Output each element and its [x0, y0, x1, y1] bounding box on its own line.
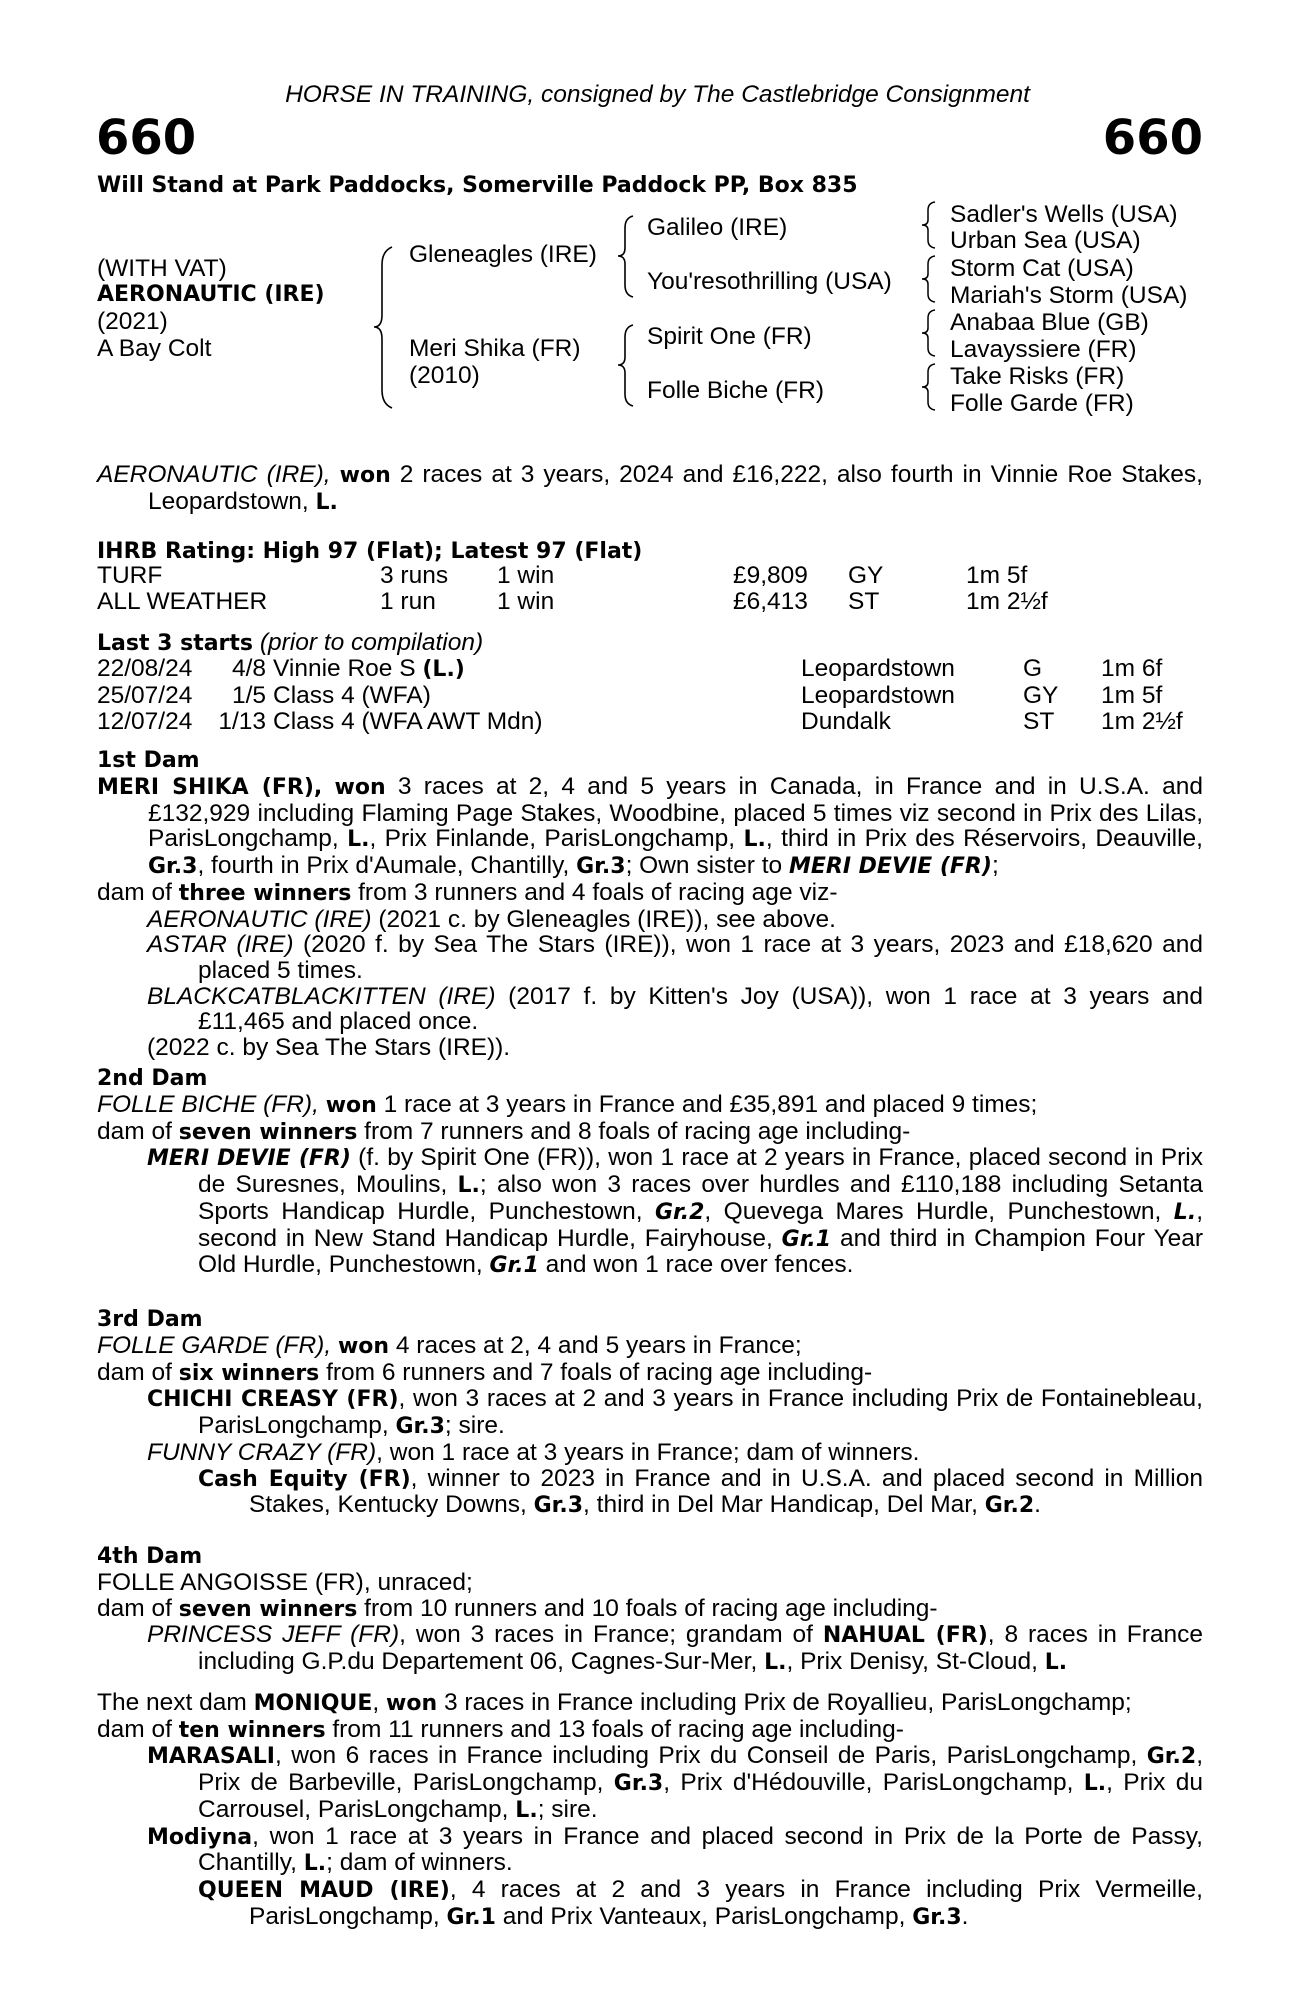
lot-number-left: 660	[96, 110, 197, 166]
pedigree-brace-sire	[615, 214, 639, 299]
next-dam-text: The next dam MONIQUE, won 3 races in France including Prix de Royallieu, ParisLongchamp; dam of ten winners from 11 runners and 13 foals of racing age including- MARASALI, won 6 races in France including Prix du Conseil de Paris, ParisLongchamp, Gr.2, Prix de Barbeville, ParisLongchamp, Gr.3, Prix d'Hédouville, ParisLongchamp, L., Prix du Carrousel, ParisLongchamp, L.; sire. Modiyna, won 1 race at 3 years in France and placed second in Prix de la Porte de Passy, Chantilly, L.; dam of winners. QUEEN MAUD (IRE), 4 races at 2 and 3 years in France including Prix Vermeille, ParisLongchamp, Gr.1 and Prix Vanteaux, ParisLongchamp, Gr.3.	[97, 1689, 1203, 1930]
progeny-item: QUEEN MAUD (IRE), 4 races at 2 and 3 years in France including Prix Vermeille, ParisLongchamp, Gr.1 and Prix Vanteaux, ParisLongchamp, Gr.3.	[198, 1875, 1203, 1930]
fourth-dam-text: FOLLE ANGOISSE (FR), unraced; dam of seven winners from 10 runners and 10 foals of racing age including- PRINCESS JEFF (FR), won 3 races in France; grandam of NAHUAL (FR), 8 races in France including G.P.du Departement 06, Cagnes-Sur-Mer, L., Prix Denisy, St-Cloud, L.	[97, 1569, 1204, 1676]
progeny-item: AERONAUTIC (IRE) (2021 c. by Gleneagles (IRE)), see above.	[147, 905, 836, 933]
pedigree-g3-5: Anabaa Blue (GB)	[950, 309, 1149, 336]
last-start-row: 22/08/24 4/8 Vinnie Roe S (L.) Leopardstown G 1m 6f	[97, 655, 1163, 682]
fourth-dam-heading: 4th Dam	[97, 1544, 203, 1569]
progeny-item: FUNNY CRAZY (FR), won 1 race at 3 years in France; dam of winners.	[147, 1438, 920, 1466]
progeny-item: (2022 c. by Sea The Stars (IRE)).	[147, 1034, 511, 1062]
progeny-item: ASTAR (IRE) (2020 f. by Sea The Stars (IRE)), won 1 race at 3 years, 2023 and £18,620 and placed 5 times.	[147, 931, 1203, 984]
pedigree-brace-dam	[615, 323, 639, 408]
last-starts-heading: Last 3 starts (prior to compilation)	[97, 629, 484, 656]
pedigree-sire-sire: Galileo (IRE)	[647, 214, 788, 241]
third-dam-heading: 3rd Dam	[97, 1307, 203, 1332]
pedigree-brace-g3d	[920, 362, 940, 412]
progeny-item: Cash Equity (FR), winner to 2023 in France and in U.S.A. and placed second in Million Stakes, Kentucky Downs, Gr.3, third in Del Mar Handicap, Del Mar, Gr.2.	[198, 1464, 1204, 1519]
vat-label: (WITH VAT)	[97, 255, 227, 282]
stand-location: Will Stand at Park Paddocks, Somerville Paddock PP, Box 835	[97, 173, 858, 198]
catalogue-subtitle: HORSE IN TRAINING, consigned by The Castlebridge Consignment	[285, 81, 1030, 108]
third-dam-text: FOLLE GARDE (FR), won 4 races at 2, 4 and 5 years in France; dam of six winners from 6 runners and 7 foals of racing age including- CHICHI CREASY (FR), won 3 races at 2 and 3 years in France including Prix de Fontainebleau, ParisLongchamp, Gr.3; sire. FUNNY CRAZY (FR), won 1 race at 3 years in France; dam of winners. Cash Equity (FR), winner to 2023 in France and in U.S.A. and placed second in Million Stakes, Kentucky Downs, Gr.3, third in Del Mar Handicap, Del Mar, Gr.2.	[97, 1332, 1204, 1519]
progeny-item: MERI DEVIE (FR) (f. by Spirit One (FR)), won 1 race at 2 years in France, placed second in Prix de Suresnes, Moulins, L.; also won 3 races over hurdles and £110,188 including Setanta Sports Handicap Hurdle, Punchestown, Gr.2, Quevega Mares Hurdle, Punchestown, L., second in New Stand Handicap Hurdle, Fairyhouse, Gr.1 and third in Champion Four Year Old Hurdle, Punchestown, Gr.1 and won 1 race over fences.	[147, 1144, 1204, 1279]
last-starts-table	[97, 656, 1183, 736]
pedigree-brace-g3b	[920, 254, 940, 304]
pedigree-dam-dam: Folle Biche (FR)	[647, 377, 824, 404]
progeny-item: Modiyna, won 1 race at 3 years in France and placed second in Prix de la Porte de Passy, Chantilly, L.; dam of winners.	[147, 1822, 1203, 1877]
first-dam-heading: 1st Dam	[97, 748, 200, 773]
lot-number-right: 660	[1102, 110, 1203, 166]
last-start-row: 12/07/24 1/13 Class 4 (WFA AWT Mdn) Dundalk ST 1m 2½f	[97, 708, 1183, 736]
pedigree-g3-1: Sadler's Wells (USA)	[950, 201, 1178, 228]
pedigree-dam-year: (2010)	[409, 362, 480, 389]
progeny-item: MARASALI, won 6 races in France including Prix du Conseil de Paris, ParisLongchamp, Gr.2, Prix de Barbeville, ParisLongchamp, Gr.3, Prix d'Hédouville, ParisLongchamp, L., Prix du Carrousel, ParisLongchamp, L.; sire.	[147, 1742, 1203, 1823]
ratings-row: ALL WEATHER 1 run 1 win £6,413 ST 1m 2½f	[97, 587, 1048, 615]
pedigree-g3-7: Take Risks (FR)	[950, 363, 1125, 390]
pedigree-sire-dam: You'resothrilling (USA)	[647, 268, 892, 295]
race-summary: AERONAUTIC (IRE), won 2 races at 3 years, 2024 and £16,222, also fourth in Vinnie Roe Stakes, Leopardstown, L.	[97, 461, 1203, 515]
second-dam-text: FOLLE BICHE (FR), won 1 race at 3 years in France and £35,891 and placed 9 times; dam of seven winners from 7 runners and 8 foals of racing age including- MERI DEVIE (FR) (f. by Spirit One (FR)), won 1 race at 2 years in France, placed second in Prix de Suresnes, Moulins, L.; also won 3 races over hurdles and £110,188 including Setanta Sports Handicap Hurdle, Punchestown, Gr.2, Quevega Mares Hurdle, Punchestown, L., second in New Stand Handicap Hurdle, Fairyhouse, Gr.1 and third in Champion Four Year Old Hurdle, Punchestown, Gr.1 and won 1 race over fences.	[97, 1091, 1204, 1279]
progeny-item: BLACKCATBLACKITTEN (IRE) (2017 f. by Kitten's Joy (USA)), won 1 race at 3 years and £11,465 and placed once.	[147, 982, 1203, 1036]
pedigree-brace-g3c	[920, 308, 940, 358]
horse-year: (2021)	[97, 308, 168, 335]
pedigree-g3-8: Folle Garde (FR)	[950, 390, 1134, 417]
last-start-row: 25/07/24 1/5 Class 4 (WFA) Leopardstown GY 1m 5f	[97, 681, 1163, 709]
pedigree-g3-4: Mariah's Storm (USA)	[950, 282, 1188, 309]
pedigree-brace-main	[370, 245, 400, 410]
ihrb-rating-heading: IHRB Rating: High 97 (Flat); Latest 97 (Flat)	[97, 539, 643, 564]
pedigree-dam: Meri Shika (FR)	[409, 335, 581, 362]
pedigree-g3-3: Storm Cat (USA)	[950, 255, 1134, 282]
pedigree-g3-6: Lavayssiere (FR)	[950, 336, 1137, 363]
ratings-row: TURF 3 runs 1 win £9,809 GY 1m 5f	[97, 562, 1028, 589]
horse-name: AERONAUTIC (IRE)	[97, 282, 325, 307]
pedigree-brace-g3a	[920, 200, 940, 250]
horse-description: A Bay Colt	[97, 335, 212, 362]
progeny-item: CHICHI CREASY (FR), won 3 races at 2 and 3 years in France including Prix de Fontainebleau, ParisLongchamp, Gr.3; sire.	[147, 1385, 1203, 1440]
progeny-item: PRINCESS JEFF (FR), won 3 races in France; grandam of NAHUAL (FR), 8 races in France including G.P.du Departement 06, Cagnes-Sur-Mer, L., Prix Denisy, St-Cloud, L.	[147, 1621, 1204, 1676]
pedigree-g3-2: Urban Sea (USA)	[950, 227, 1141, 254]
pedigree-dam-sire: Spirit One (FR)	[647, 323, 812, 350]
pedigree-sire: Gleneagles (IRE)	[409, 241, 597, 268]
second-dam-heading: 2nd Dam	[97, 1066, 208, 1091]
ratings-table	[97, 563, 1048, 614]
first-dam-text: MERI SHIKA (FR), won 3 races at 2, 4 and 5 years in Canada, in France and in U.S.A. and £132,929 including Flaming Page Stakes, Woodbine, placed 5 times viz second in Prix des Lilas, ParisLongchamp, L., Prix Finlande, ParisLongchamp, L., third in Prix des Réservoirs, Deauville, Gr.3, fourth in Prix d'Aumale, Chantilly, Gr.3; Own sister to MERI DEVIE (FR); dam of three winners from 3 runners and 4 foals of racing age viz- AERONAUTIC (IRE) (2021 c. by Gleneagles (IRE)), see above. ASTAR (IRE) (2020 f. by Sea The Stars (IRE)), won 1 race at 3 years, 2023 and £18,620 and placed 5 times. BLACKCATBLACKITTEN (IRE) (2017 f. by Kitten's Joy (USA)), won 1 race at 3 years and £11,465 and placed once. (2022 c. by Sea The Stars (IRE)).	[97, 773, 1203, 1062]
